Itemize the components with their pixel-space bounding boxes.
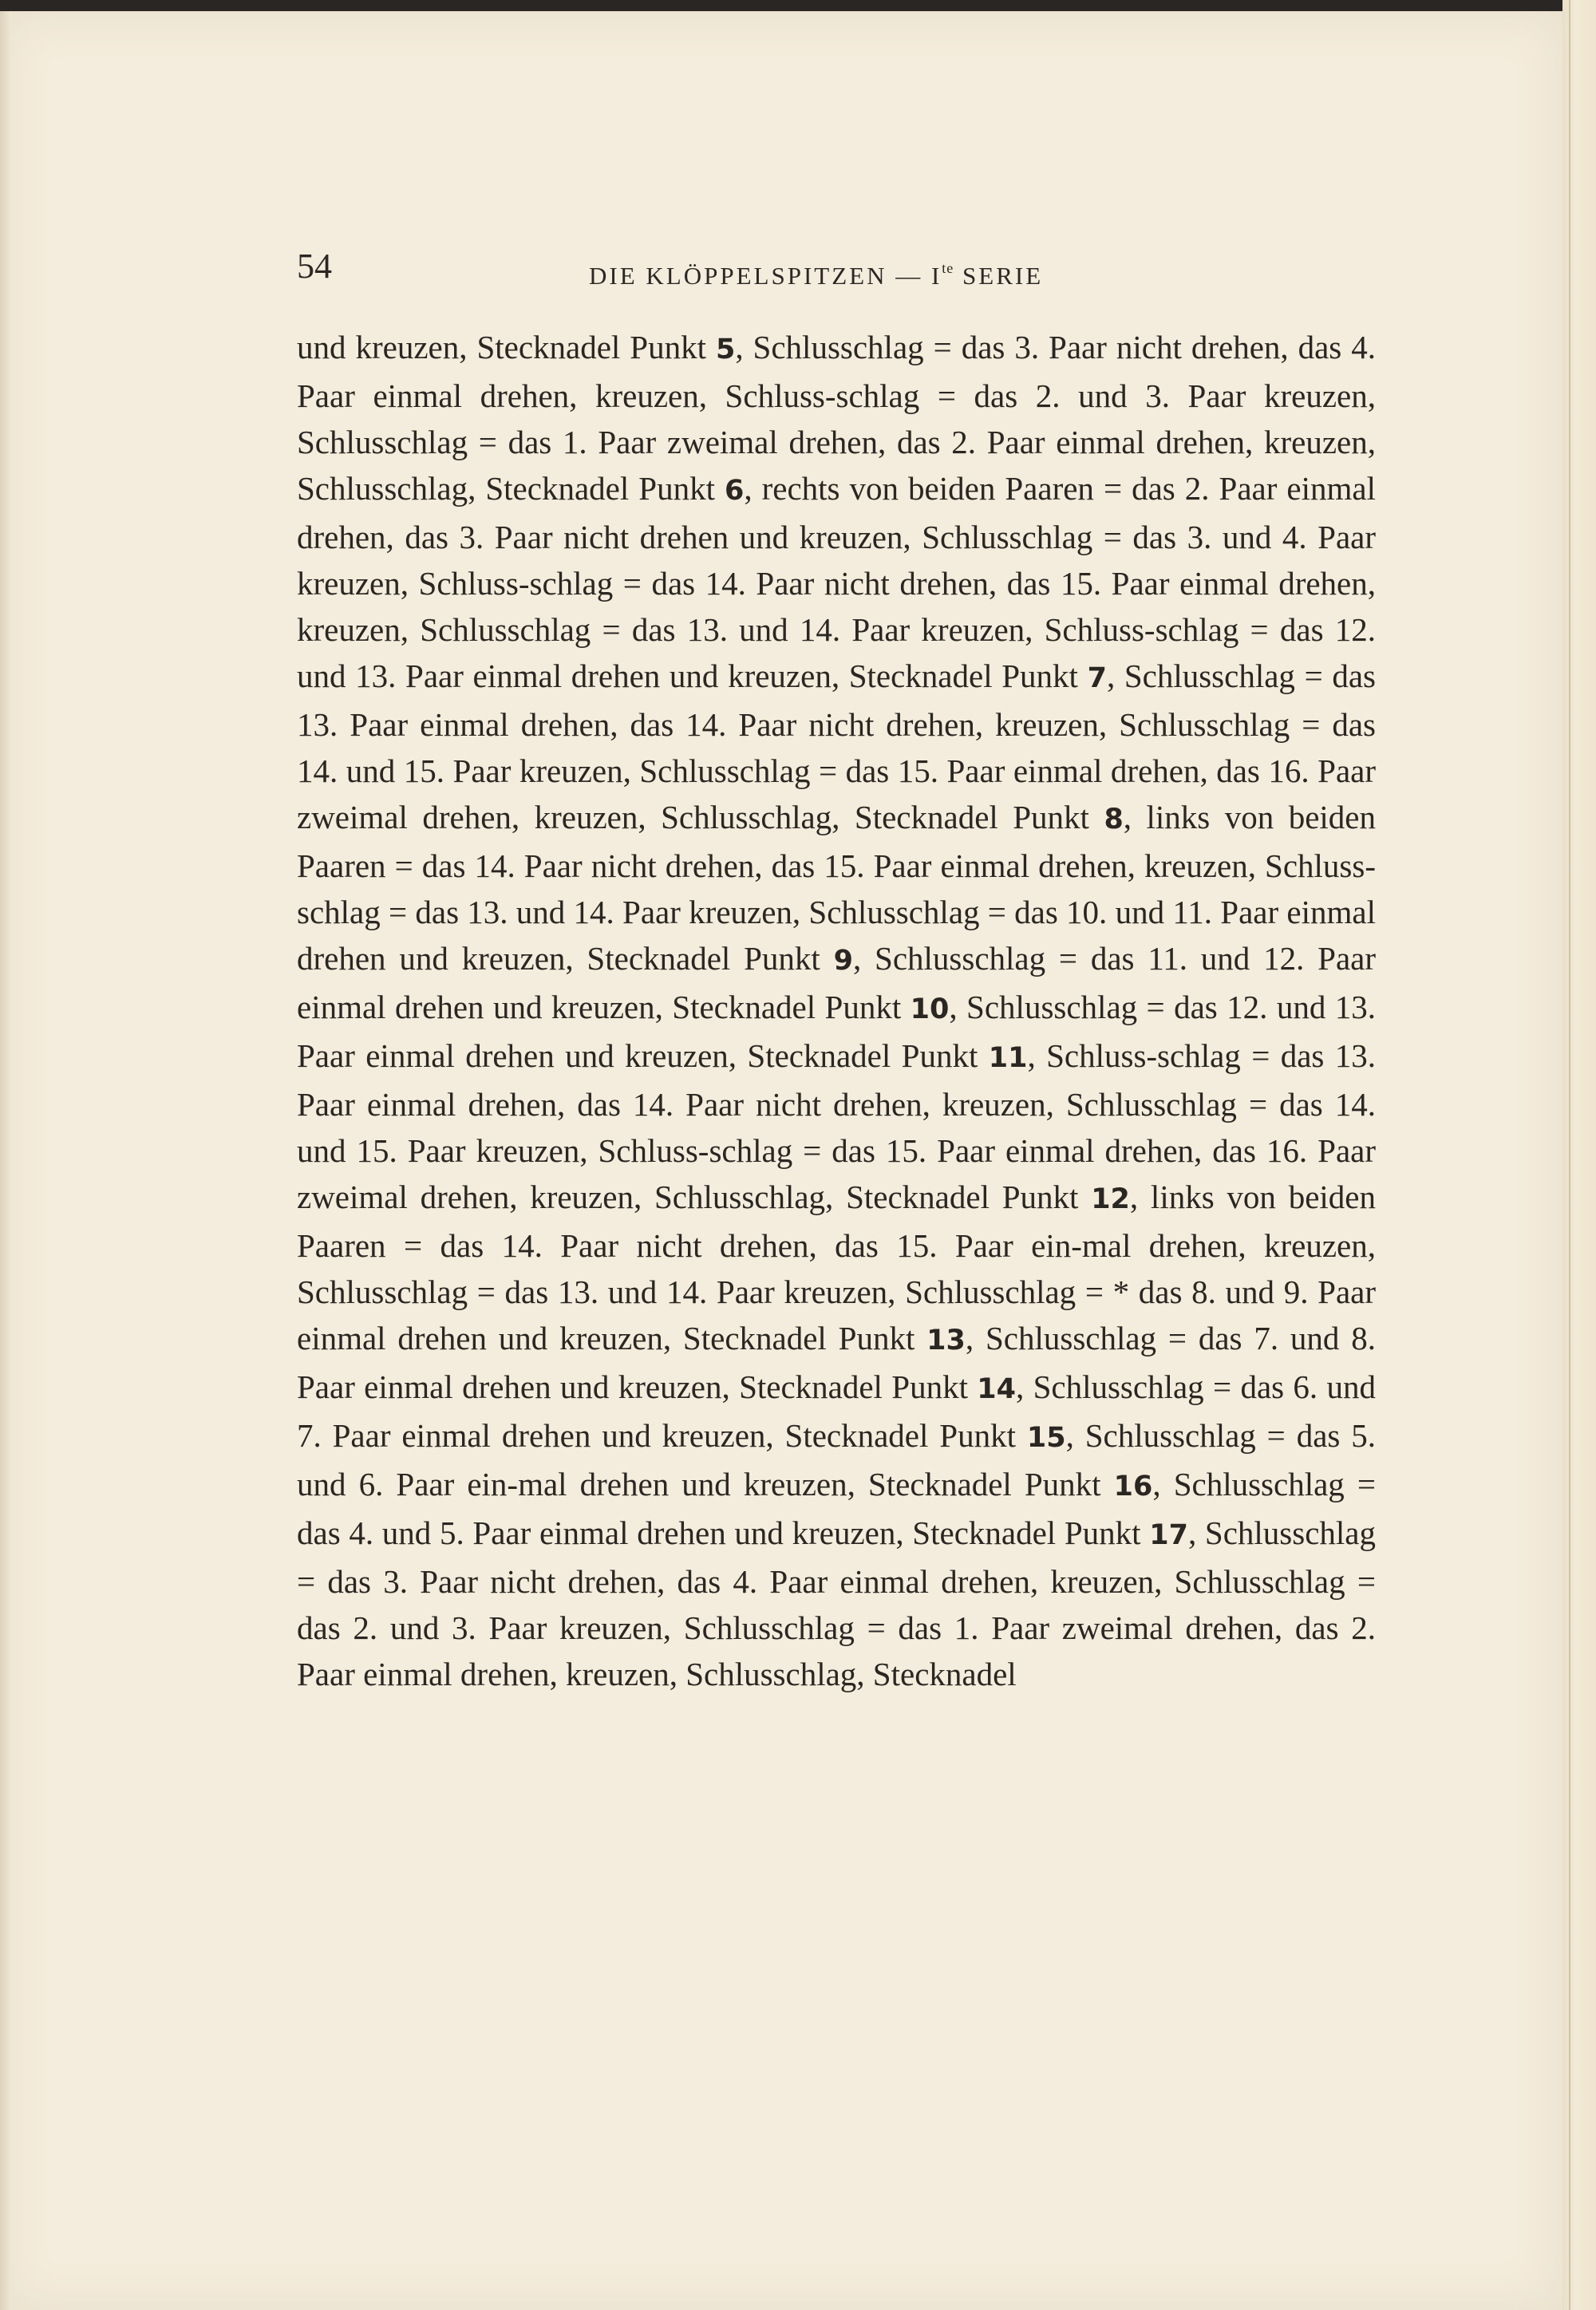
text-segment: , Schlusschlag = das 12. und 13. Paar einmal drehen und kreuzen, Stecknadel Punkt: [297, 989, 1376, 1074]
pin-point-number: 7: [1087, 662, 1107, 694]
pin-point-number: 6: [724, 475, 745, 507]
pin-point-number: 10: [910, 993, 950, 1025]
text-segment: , links von beiden Paaren = das 14. Paar nicht drehen, das 15. Paar ein-mal drehen, kreuzen, Schlusschlag = das 13. und 14. Paar kreuzen, Schlusschlag = * das 8. und 9. Paar einmal drehen und kreuzen, Stecknadel Punkt: [297, 1179, 1376, 1356]
pin-point-number: 14: [977, 1373, 1017, 1405]
pin-point-number: 5: [715, 334, 736, 365]
text-segment: , Schlusschlag = das 6. und 7. Paar einmal drehen und kreuzen, Stecknadel Punkt: [297, 1368, 1376, 1454]
header-title-series: SERIE: [962, 262, 1044, 290]
header-title: [589, 249, 1043, 295]
pin-point-number: 9: [833, 945, 853, 977]
text-segment: , Schlusschlag = das 3. Paar nicht drehen, das 4. Paar einmal drehen, kreuzen, Schluss-schlag = das 2. und 3. Paar kreuzen, Schlusschlag = das 1. Paar zweimal drehen, das 2. Paar einmal drehen, kreuzen, Schlusschlag, Stecknadel Punkt: [297, 329, 1376, 507]
pin-point-number: 11: [988, 1042, 1028, 1074]
text-segment: , Schlusschlag = das 3. Paar nicht drehen, das 4. Paar einmal drehen, kreuzen, Schlusschlag = das 2. und 3. Paar kreuzen, Schlusschlag = das 1. Paar zweimal drehen, das 2. Paar einmal drehen, kreuzen, Schlusschlag, Stecknadel: [297, 1514, 1376, 1692]
page-binding-edge: [0, 11, 11, 2310]
page-number: 54: [297, 247, 332, 286]
pin-point-number: 17: [1149, 1519, 1188, 1551]
pin-point-number: 8: [1104, 804, 1124, 835]
pin-point-number: 16: [1113, 1471, 1153, 1502]
header-title-main: DIE KLÖPPELSPITZEN — I: [589, 262, 942, 290]
text-segment: , links von beiden Paaren = das 14. Paar nicht drehen, das 15. Paar einmal drehen, kreuzen, Schluss-schlag = das 13. und 14. Paar kreuzen, Schlusschlag = das 10. und 11. Paar einmal drehen und kreuzen, Stecknadel Punkt: [297, 799, 1376, 977]
text-segment: , Schlusschlag = das 11. und 12. Paar einmal drehen und kreuzen, Stecknadel Punkt: [297, 940, 1376, 1025]
book-page: [0, 11, 1562, 2310]
text-segment: , Schlusschlag = das 5. und 6. Paar ein-mal drehen und kreuzen, Stecknadel Punkt: [297, 1417, 1376, 1502]
pin-point-number: 12: [1091, 1183, 1130, 1215]
next-page-edge: [1562, 0, 1596, 2310]
page-edge-line: [1569, 0, 1570, 2310]
header-title-superscript: te: [942, 260, 954, 276]
body-text: [297, 324, 1376, 1697]
text-segment: , Schlusschlag = das 7. und 8. Paar einmal drehen und kreuzen, Stecknadel Punkt: [297, 1320, 1376, 1405]
text-segment: , Schlusschlag = das 13. Paar einmal drehen, das 14. Paar nicht drehen, kreuzen, Schlusschlag = das 14. und 15. Paar kreuzen, Schlusschlag = das 15. Paar einmal drehen, das 16. Paar zweimal drehen, kreuzen, Schlusschlag, Stecknadel Punkt: [297, 657, 1376, 835]
text-segment: , Schluss-schlag = das 13. Paar einmal drehen, das 14. Paar nicht drehen, kreuzen, Schlusschlag = das 14. und 15. Paar kreuzen, Schluss-schlag = das 15. Paar einmal drehen, das 16. Paar zweimal drehen, kreuzen, Schlusschlag, Stecknadel Punkt: [297, 1037, 1376, 1215]
text-segment: und kreuzen, Stecknadel Punkt: [297, 329, 716, 365]
pin-point-number: 13: [926, 1325, 966, 1356]
running-header: [297, 243, 1376, 290]
pin-point-number: 15: [1026, 1422, 1066, 1454]
text-segment: , rechts von beiden Paaren = das 2. Paar einmal drehen, das 3. Paar nicht drehen und kreuzen, Schlusschlag = das 3. und 4. Paar kreuzen, Schluss-schlag = das 14. Paar nicht drehen, das 15. Paar einmal drehen, kreuzen, Schlusschlag = das 13. und 14. Paar kreuzen, Schluss-schlag = das 12. und 13. Paar einmal drehen und kreuzen, Stecknadel Punkt: [297, 470, 1376, 694]
text-segment: , Schlusschlag = das 4. und 5. Paar einmal drehen und kreuzen, Stecknadel Punkt: [297, 1466, 1376, 1551]
